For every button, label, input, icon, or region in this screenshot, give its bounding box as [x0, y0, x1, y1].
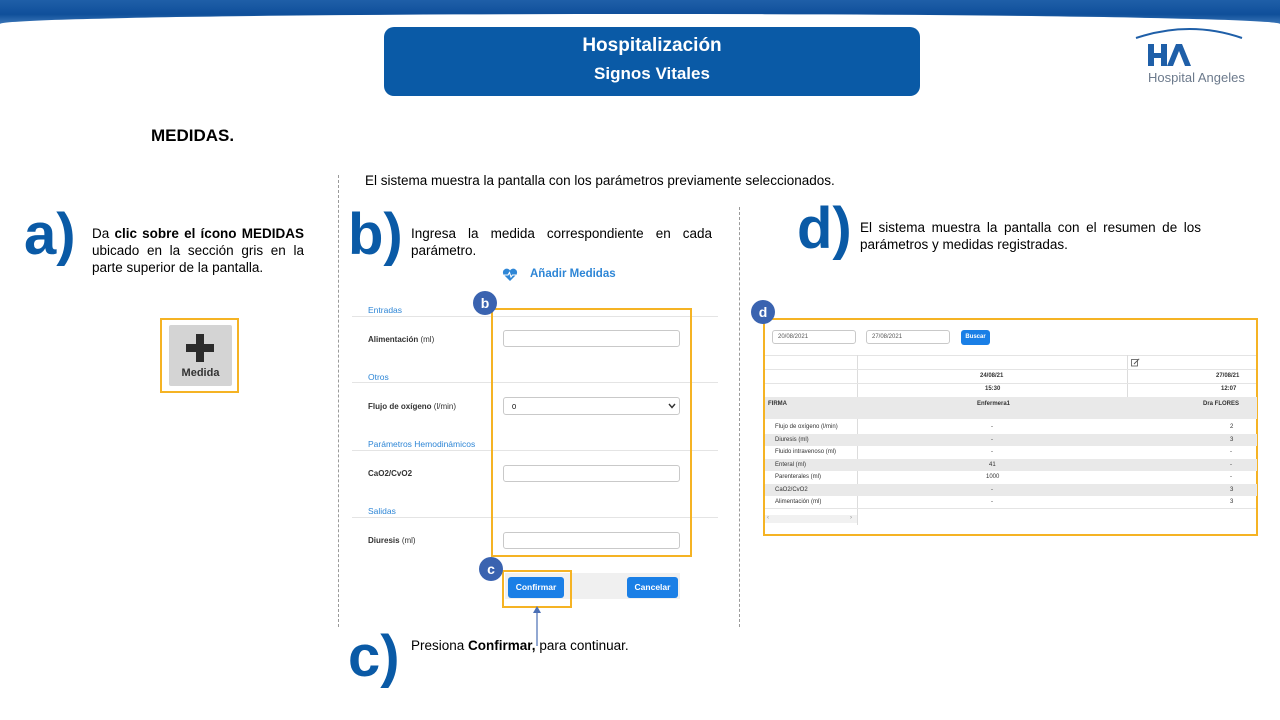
section-heading-salidas: Salidas [368, 506, 396, 516]
step-a-text: Da clic sobre el ícono MEDIDAS ubicado en la sección gris en la parte superior de la pantalla. [92, 226, 304, 275]
field-label-diuresis: Diuresis (ml) [368, 536, 416, 545]
summary-highlight [763, 318, 1258, 536]
firma-row [765, 397, 1257, 419]
table-row: Flujo de oxígeno (l/min) - 2 [775, 424, 1234, 430]
col1-date: 24/08/21 [980, 373, 1004, 379]
intro-text: El sistema muestra la pantalla con los parámetros previamente seleccionados. [365, 173, 835, 188]
divider [765, 369, 1256, 370]
flujo-oxigeno-select[interactable]: 0 [503, 397, 680, 415]
firma-2: Dra FLORES [1203, 401, 1240, 407]
step-c-text: Presiona Confirmar, para continuar. [411, 638, 629, 653]
title-box [384, 27, 920, 96]
step-d-text: El sistema muestra la pantalla con el resumen de los parámetros y medidas registradas. [860, 220, 1201, 252]
marker-b: b [473, 291, 497, 315]
scroll-left-icon[interactable]: ‹ [767, 515, 769, 521]
top-banner [0, 0, 1280, 24]
search-button[interactable]: Buscar [961, 330, 990, 345]
medida-icon-highlight [160, 318, 239, 393]
confirm-button[interactable]: Confirmar [508, 577, 564, 598]
confirm-highlight [502, 570, 572, 608]
col2-date: 27/08/21 [1216, 373, 1240, 379]
firma-1: Enfermera1 [977, 401, 1011, 407]
section-title: MEDIDAS. [151, 126, 235, 145]
step-a-letter: a) [24, 202, 76, 267]
divider [765, 508, 1256, 509]
logo-text: Hospital Angeles [1148, 70, 1245, 85]
table-row: Fluido intravenoso (ml) - - [775, 449, 1232, 455]
divider-left [338, 175, 339, 627]
table-row: Enteral (ml) 41 - [765, 459, 1257, 472]
cancel-button[interactable]: Cancelar [627, 577, 678, 598]
medida-label: Medida [181, 367, 220, 379]
step-b-text: Ingresa la medida correspondiente en cada parámetro. [411, 226, 712, 258]
fields-highlight [491, 308, 692, 557]
form-title: Añadir Medidas [530, 268, 616, 280]
section-heading-entradas: Entradas [368, 305, 403, 315]
heart-pulse-icon [502, 268, 518, 282]
step-d-letter: d) [797, 196, 852, 261]
step-c-letter: c) [348, 624, 400, 689]
field-label-flujo-oxigeno: Flujo de oxígeno (l/min) [368, 402, 457, 411]
col2-time: 12:07 [1221, 386, 1237, 392]
field-label-cao2: CaO2/CvO2 [368, 469, 413, 478]
marker-c: c [479, 557, 503, 581]
date-from-input[interactable]: 20/08/2021 [772, 330, 856, 344]
logo-mark-icon [1134, 26, 1246, 70]
col1-time: 15:30 [985, 386, 1001, 392]
horizontal-scrollbar[interactable] [765, 515, 857, 523]
divider [765, 383, 1256, 384]
summary-table [765, 320, 1256, 530]
table-row: Parenterales (ml) 1000 - [775, 474, 1232, 480]
scroll-right-icon[interactable]: › [850, 515, 852, 521]
plus-icon [185, 333, 215, 363]
marker-d: d [751, 300, 775, 324]
medida-button[interactable] [169, 325, 232, 386]
divider-right [739, 207, 740, 627]
page-title: Hospitalización [582, 35, 722, 56]
date-to-input[interactable]: 27/08/2021 [866, 330, 950, 344]
section-heading-hemodinamicos: Parámetros Hemodinámicos [368, 439, 476, 449]
firma-label: FIRMA [768, 401, 787, 407]
table-row: Alimentación (ml) - 3 [775, 499, 1234, 505]
hospital-logo [1134, 26, 1246, 88]
step-b-letter: b) [348, 202, 403, 267]
field-label-alimentacion: Alimentación (ml) [368, 335, 435, 344]
page-subtitle: Signos Vitales [594, 64, 710, 83]
section-heading-otros: Otros [368, 372, 389, 382]
table-row: CaO2/CvO2 - 3 [765, 484, 1257, 497]
table-row: Diuresis (ml) - 3 [765, 434, 1257, 447]
